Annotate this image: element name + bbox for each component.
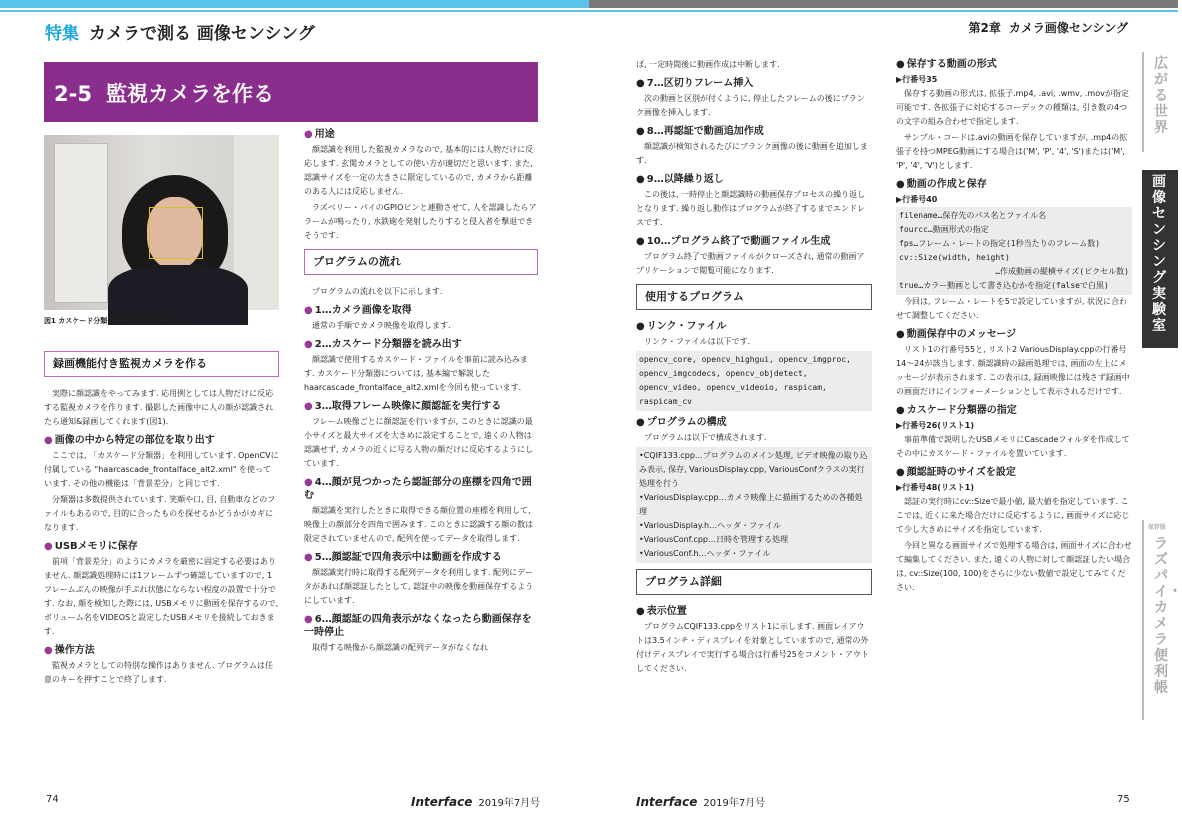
subheading: ● USBメモリに保存 (44, 541, 138, 552)
step-heading: ● 8…再認証で動画追加作成 (636, 126, 764, 137)
footer-left (411, 794, 540, 809)
paragraph: フレーム映像ごとに顔認証を行いますが, このときに認識の最小サイズと最大サイズを大きめに設定することで, 遠くの人物は認識せず, カメラの近くに写る人物の顔だけに反応するようにしています. (304, 417, 534, 468)
paragraph: 取得する映像から顔認識の配列データがなくなれ (312, 643, 488, 652)
paragraph: 事前準備で説明したUSBメモリにCascadeフォルダを作成してその中にカスケード・ファイルを置いています. (896, 435, 1130, 458)
paragraph: ば, 一定時間後に動画作成は中断します. (636, 60, 780, 69)
step-heading: ● 5…顔認証で四角表示中は動画を作成する (304, 552, 502, 563)
paragraph: 顔認識を利用した監視カメラなので, 基本的には人物だけに反応します. 玄関カメラとしての使い方が適切だと思います. また, 認識サイズを一定の大きさに限定しているので, カメラから距離のある人には反応しません. (304, 145, 534, 196)
paragraph: 顔認識で使用するカスケード・ファイルを事前に読み込みます. カスケード分類器については, 基本編で解説したhaarcascade_frontalface_alt2.xmlを今回も使っています. (304, 355, 528, 392)
detection-box (149, 207, 203, 259)
paragraph: ここでは, 「カスケード分類器」を利用しています. OpenCVに付属している "haarcascade_frontalface_alt2.xml" を使っています. その他の機能は「背景差分」と同じです. (44, 451, 279, 488)
paragraph: 顔認識実行時に取得する配列データを利用します. 配列にデータがあれば顔認証したとして, 認証中の映像を動画保存するようにしています. (304, 568, 534, 605)
subheading: ● 画像の中から特定の部位を取り出す (44, 435, 215, 446)
section-title: 監視カメラを作る (105, 82, 274, 106)
line-ref: ▶行番号40 (896, 195, 938, 204)
feature-title: カメラで測る 画像センシング (89, 24, 315, 44)
column-4 (896, 58, 1132, 597)
list-item: •VariousDisplay.cpp…カメラ映像上に描画するための各種処理 (639, 493, 863, 516)
paragraph: 顔認識が検知されるたびにブランク画像の後に動画を追加します. (636, 142, 868, 165)
paragraph: プログラム終了で動画ファイルがクローズされ, 通常の動画アプリケーションで閲覧可能になります. (636, 252, 865, 275)
section-banner (44, 62, 538, 122)
issue: 2019年7月号 (703, 798, 766, 809)
step-heading: ● 7…区切りフレーム挿入 (636, 78, 754, 89)
paragraph: リスト1の行番号55と, リスト2 VariousDisplay.cppの行番号14～24が該当します. 顔認識時の録画処理では, 画面の左上にメッセージが表示されます. この表示は, 録画映像には残さず録画中の画面だけにインフォーメーションとして表示されるだけです. (896, 345, 1130, 396)
param-item: cv::Size(width, height) (899, 253, 1010, 262)
top-rule (0, 10, 1178, 12)
param-item: fps…フレーム・レートの指定(1秒当たりのフレーム数) (899, 239, 1101, 248)
step-heading: ● 1…カメラ画像を取得 (304, 305, 412, 316)
tab-mini-label: 保存版 (1148, 524, 1167, 531)
step-heading: ● 10…プログラム終了で動画ファイル生成 (636, 236, 831, 247)
feature-header (45, 19, 315, 44)
subheading: ● カスケード分類器の指定 (896, 405, 1017, 416)
param-list (896, 207, 1132, 295)
paragraph: プログラムは以下で構成されます. (644, 433, 767, 442)
step-heading: ● 2…カスケード分類器を読み出す (304, 339, 462, 350)
subheading: ● 保存する動画の形式 (896, 59, 997, 70)
paragraph: 通常の手順でカメラ映像を取得します. (312, 321, 451, 330)
section-number: 2-5 (54, 82, 92, 106)
subheading: ● 顔認証時のサイズを設定 (896, 467, 1016, 478)
figure-caption: 図1 カスケード分類器を利用して顔を検出する (44, 317, 192, 325)
paragraph: 実際に顔認識をやってみます. 応用例としては人物だけに反応する監視カメラを作ります. 撮影した画像中に人の顔が認識されたら通知&録画してくれます(図1). (44, 389, 274, 426)
step-heading: ● 6…顔認証の四角表示がなくなったら動画保存を一時停止 (304, 614, 532, 638)
paragraph: プログラムCQIF133.cppをリスト1に示します. 画面レイアウトは3.5インチ・ディスプレイを対象としていますので, 通常の外付けディスプレイで実行する場合は行番号25をコメント・アウトしてください. (636, 622, 869, 673)
paragraph: 今回は, フレーム・レートを5で設定していますが, 状況に合わせて調整してください. (896, 297, 1127, 320)
subheading: ● 用途 (304, 129, 335, 140)
param-item: fourcc…動画形式の指定 (899, 225, 989, 234)
param-item: true…カラー動画として書き込むかを指定(falseで白黒) (899, 281, 1109, 290)
box-heading: 録画機能付き監視カメラを作る (44, 351, 279, 377)
paragraph: プログラムの流れを以下に示します. (312, 287, 443, 296)
paragraph: 認証の実行時にcv::Sizeで最小値, 最大値を指定しています. ここでは, 近くに来た場合だけに反応するように, 画面サイズに応じて少し大きめにサイズを指定しています. (896, 497, 1130, 534)
param-item: …作成動画の縦横サイズ(ピクセル数) (995, 267, 1129, 276)
column-1 (44, 351, 279, 689)
paragraph: 今回と異なる画面サイズで処理する場合は, 画面サイズに合わせて編集してください. また, 遠くの人物に対して顔認証したい場合は, cv::Size(100, 100)をさらに少ない数値で設定してみてください. (896, 541, 1132, 592)
paragraph: リンク・ファイルは以下です. (644, 337, 751, 346)
subheading: ● リンク・ファイル (636, 321, 727, 332)
paragraph: 次の動画と区別が付くように, 停止したフレームの後にブランク画像を挿入します. (636, 94, 865, 117)
subheading: ● プログラムの構成 (636, 417, 727, 428)
feature-tag: 特集 (45, 24, 79, 44)
paragraph: この後は, 一時停止と顔認識時の動画保存プロセスの繰り返しとなります. 繰り返し動作はプログラムが終了するまでエンドレスです. (636, 190, 866, 227)
step-heading: ● 9…以降繰り返し (636, 174, 724, 185)
index-tab-sensing-lab[interactable]: 画像センシング実験室 (1142, 170, 1178, 348)
column-3 (636, 58, 872, 678)
box-heading: プログラムの流れ (304, 249, 538, 275)
subheading: ● 操作方法 (44, 645, 95, 656)
page-number-right: 75 (1117, 794, 1130, 805)
paragraph: サンプル・コードは.aviの動画を保存していますが, .mp4の拡張子を持つMPEG動画にする場合は('M', 'P', '4', 'S')または('M', 'P', '4', 'V')とします. (896, 133, 1128, 170)
box-heading: 使用するプログラム (636, 284, 872, 310)
paragraph: 分類器は多数提供されています. 笑顔や口, 目, 自動車などのファイルもあるので, 目的に合ったものを探せるかどうかがカギになります. (44, 495, 276, 532)
code-block: opencv_core, opencv_highgui, opencv_imgproc, opencv_imgcodecs, opencv_objdetect, opencv_video, opencv_videoio, raspicam, raspicam_cv (636, 351, 872, 411)
subheading: ● 動画保存中のメッセージ (896, 329, 1017, 340)
subheading: ● 動画の作成と保存 (896, 179, 987, 190)
brand: Interface (411, 795, 473, 809)
issue: 2019年7月号 (478, 798, 541, 809)
page-number-left: 74 (46, 794, 59, 805)
line-ref: ▶行番号26(リスト1) (896, 421, 975, 430)
index-tab-raspi-camera[interactable] (1142, 520, 1182, 720)
top-bar-right (589, 0, 1178, 8)
paragraph: 顔認識を実行したときに取得できる顔位置の座標を利用して, 映像上の顔部分を四角で囲みます. このときに認識する顔の数は限定されていませんので, 配列を使ってデータを取得します. (304, 506, 534, 543)
paragraph: 保存する動画の形式は, 拡張子.mp4, .avi, .wmv, .movが指定可能です. 各拡張子に対応するコーデックの種類は, 引き数の4つの文字の組み合わせで指定します. (896, 89, 1129, 126)
top-bar-left (0, 0, 589, 8)
list-item: •VariousConf.cpp…日時を管理する処理 (639, 535, 788, 544)
chapter-number: 第2章 (968, 21, 1001, 35)
brand: Interface (636, 795, 698, 809)
paragraph: 監視カメラとしての特別な操作はありません. プログラムは任意のキーを押すことで終了します. (44, 661, 274, 684)
chapter-header (960, 19, 1128, 36)
footer-right (636, 794, 765, 809)
paragraph: 前項「背景差分」のようにカメラを厳密に固定する必要はありません. 顔認識処理時には1フレームずつ確認していますので, 1フレームぶんの映像が手ぶれ状態にならない程度の設置で十分です. なお, 顔を検知した際には, USBメモリに動画を保存するので, ボリューム名をVIDEOSと設定したUSBメモリを接続しておきます. (44, 557, 279, 636)
box-heading: プログラム詳細 (636, 569, 872, 595)
list-item: •CQIF133.cpp…プログラムのメイン処理, ビデオ映像の取り込み表示, 保存, VariousDisplay.cpp, VariousConfクラスの実行処理を行う (639, 451, 868, 488)
chapter-title: カメラ画像センシング (1008, 21, 1128, 35)
step-heading: ● 3…取得フレーム映像に顔認証を実行する (304, 401, 502, 412)
list-item: •VariousDisplay.h…ヘッダ・ファイル (639, 521, 781, 530)
subheading: ● 表示位置 (636, 606, 687, 617)
param-item: filename…保存先のパス名とファイル名 (899, 211, 1047, 220)
tab-label: ラズパイ・カメラ便利帳 (1154, 536, 1182, 696)
file-list (636, 447, 872, 563)
index-tab-world[interactable]: 広がる世界 (1142, 52, 1178, 152)
list-item: •VariousConf.h…ヘッダ・ファイル (639, 549, 771, 558)
line-ref: ▶行番号48(リスト1) (896, 483, 975, 492)
face-detection-photo (44, 135, 279, 310)
column-2 (304, 128, 538, 657)
step-heading: ● 4…顔が見つかったら認証部分の座標を四角で囲む (304, 477, 532, 501)
paragraph: ラズベリー・パイのGPIOピンと連動させて, 人を認識したらアラームが鳴ったり, 水鉄砲を発射したりすると侵入者を撃退できそうです. (304, 203, 537, 240)
line-ref: ▶行番号35 (896, 75, 938, 84)
